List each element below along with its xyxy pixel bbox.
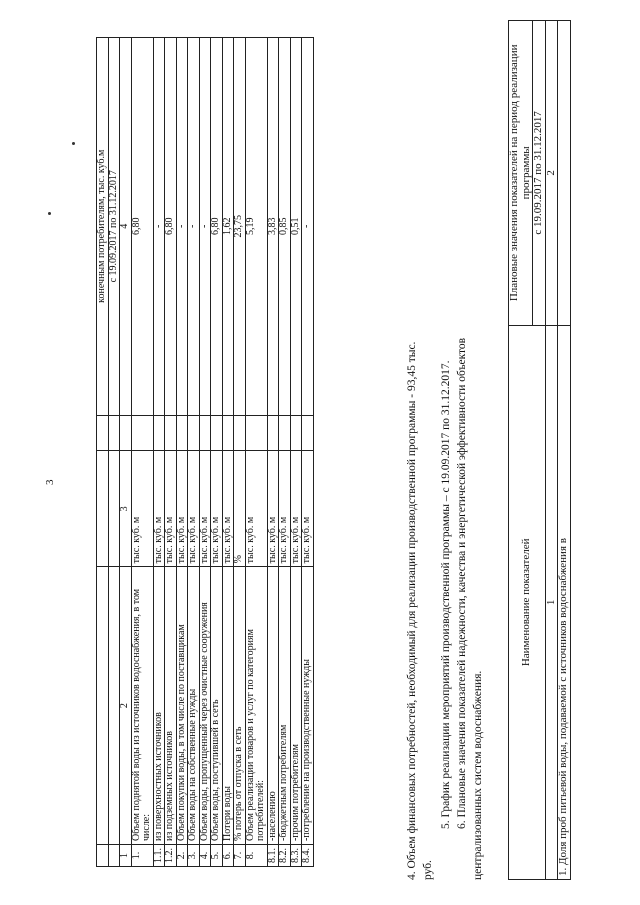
row-number: 8.1. [267, 845, 279, 867]
table-row [153, 38, 165, 867]
value: 23,75 [234, 38, 246, 416]
table-period-row [108, 38, 120, 867]
col-number-1: 1 [120, 845, 132, 867]
unit: тыс. куб. м [279, 451, 291, 567]
unit: тыс. куб. м [245, 451, 267, 567]
indicator-name: Объем реализации товаров и услуг по категориям потребителей: [245, 567, 267, 845]
indicator-name: Объем воды, пропущенный через очистные сооружения [199, 567, 211, 845]
indicator-name: -населению [267, 567, 279, 845]
table-row [211, 38, 223, 867]
row-number: 8. [245, 845, 267, 867]
indicator-name: -потребление на производственные нужды [302, 567, 314, 845]
row-number: 2. [176, 845, 188, 867]
row-number: 3. [188, 845, 200, 867]
value: - [153, 38, 165, 416]
table-row [245, 38, 267, 867]
table-row [279, 38, 291, 867]
scan-speck [48, 212, 51, 215]
indicator-name: из поверхностных источников [153, 567, 165, 845]
planned-period: с 19.09.2017 по 31.12.2017 [533, 21, 546, 326]
row-number: 6. [222, 845, 234, 867]
row-number: 1. [131, 845, 153, 867]
value: - [176, 38, 188, 416]
value: 5,19 [245, 38, 267, 416]
unit: тыс. куб. м [199, 451, 211, 567]
section-6-text: 6. Плановые значения показателей надежности, качества и энергетической эффективности объектов [456, 337, 468, 829]
row-number: 8.4. [302, 845, 314, 867]
table-row [176, 38, 188, 867]
indicator-name: Объем воды, поступившей в сеть [211, 567, 223, 845]
water-balance-table [96, 37, 314, 867]
section-6-text-cont: централизованных систем водоснабжения. [472, 670, 484, 880]
table-row [290, 38, 302, 867]
table-row [188, 38, 200, 867]
col-number-1: 1 [545, 325, 558, 879]
unit: тыс. куб. м [131, 451, 153, 567]
page-number: 3 [44, 479, 56, 485]
col-number-4: 4 [120, 38, 132, 416]
table-row [222, 38, 234, 867]
section-4-text-cont: руб. [422, 860, 434, 880]
indicators-table [508, 20, 571, 880]
indicator-name: -прочим потребителям [290, 567, 302, 845]
scan-speck [72, 142, 75, 145]
indicator-name: -бюджетным потребителям [279, 567, 291, 845]
indicators-header-row [509, 21, 533, 880]
unit: тыс. куб. м [153, 451, 165, 567]
value: 1,62 [222, 38, 234, 416]
table-row [131, 38, 153, 867]
column-number-row [120, 38, 132, 867]
row-number: 8.3. [290, 845, 302, 867]
unit: тыс. куб. м [211, 451, 223, 567]
unit: тыс. куб. м [302, 451, 314, 567]
indicators-number-row [545, 21, 558, 880]
table-row [199, 38, 211, 867]
unit: тыс. куб. м [267, 451, 279, 567]
planned-values-header: Плановые значения показателей на период реализации программы [509, 21, 533, 326]
value: 6,80 [211, 38, 223, 416]
row-number: 1.2. [165, 845, 177, 867]
unit: тыс. куб. м [176, 451, 188, 567]
row-number: 4. [199, 845, 211, 867]
value: - [199, 38, 211, 416]
unit: % [234, 451, 246, 567]
table-row [165, 38, 177, 867]
section-4-text: 4. Объем финансовых потребностей, необходимый для реализации производственной программы - 93,45 тыс. [406, 341, 418, 880]
row-number: 7. [234, 845, 246, 867]
indicator-name: Объем поднятой воды из источников водоснабжения, в том числе: [131, 567, 153, 845]
col-number-3: 3 [120, 451, 132, 567]
col-number-2: 2 [120, 567, 132, 845]
section-5-text: 5. График реализации мероприятий производственной программы – с 19.09.2017 по 31.12.2017. [440, 360, 452, 829]
value: - [188, 38, 200, 416]
unit: тыс. куб. м [290, 451, 302, 567]
table-row [302, 38, 314, 867]
indicator-name: Объем воды на собственные нужды [188, 567, 200, 845]
indicator-name: Объем покупки воды, в том числе по поставщикам [176, 567, 188, 845]
value: 0,51 [290, 38, 302, 416]
period-col5: с 19.09.2017 по 31.12.2017 [108, 38, 120, 416]
row-number: 8.2. [279, 845, 291, 867]
indicator-1-name: 1. Доля проб питьевой воды, подаваемой с источников водоснабжения в [558, 325, 571, 879]
indicators-first-row [558, 21, 571, 880]
row-number: 5. [211, 845, 223, 867]
header-col5: конечным потребителям, тыс. куб.м [97, 38, 109, 416]
table-row [267, 38, 279, 867]
table-row [234, 38, 246, 867]
unit: тыс. куб. м [165, 451, 177, 567]
value: 0,85 [279, 38, 291, 416]
row-number: 1.1. [153, 845, 165, 867]
indicator-name-header: Наименование показателей [509, 325, 546, 879]
indicator-name: из подземных источников [165, 567, 177, 845]
value: 6,80 [131, 38, 153, 416]
table-header-row [97, 38, 109, 867]
unit: тыс. куб. м [222, 451, 234, 567]
unit: тыс. куб. м [188, 451, 200, 567]
value: 3,83 [267, 38, 279, 416]
col-number-2: 2 [545, 21, 558, 326]
indicator-name: % потерь от отпуска в сеть [234, 567, 246, 845]
value: - [302, 38, 314, 416]
indicator-name: Потери воды [222, 567, 234, 845]
value: 6,80 [165, 38, 177, 416]
